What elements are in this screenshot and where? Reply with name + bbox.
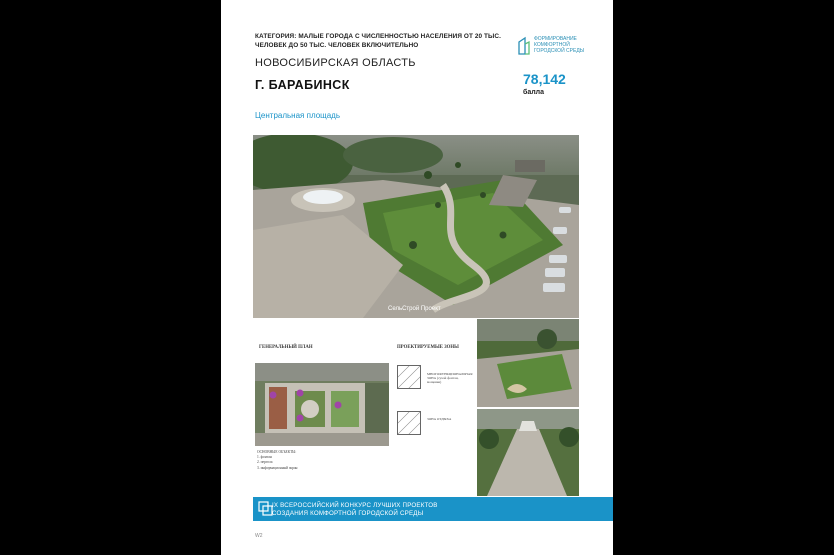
program-logo — [517, 34, 597, 58]
render-thumbnail — [477, 319, 579, 407]
banner-text — [272, 502, 438, 518]
legend-title: ОСНОВНЫЕ ОБЪЕКТЫ: — [257, 450, 297, 454]
category-label: КАТЕГОРИЯ: — [255, 33, 297, 40]
legend-item: 2. пергола — [257, 460, 273, 465]
logo-line: ФОРМИРОВАНИЕ — [534, 36, 577, 42]
category — [255, 33, 505, 50]
plan-legend — [257, 450, 297, 471]
general-plan-image — [255, 363, 389, 446]
banner-line: IX ВСЕРОССИЙСКИЙ КОНКУРС ЛУЧШИХ ПРОЕКТОВ — [272, 502, 438, 509]
legend-item: 3. информационный экран — [257, 465, 298, 470]
logo-mark-icon — [517, 36, 531, 56]
logo-text — [534, 36, 584, 54]
zone-label: ЗОНА ОТДЫХА — [427, 417, 452, 421]
render-thumbnail — [477, 409, 579, 496]
score-value: 78,142 — [523, 71, 566, 87]
city-name: Г. БАРАБИНСК — [255, 78, 350, 92]
region-name: НОВОСИБИРСКАЯ ОБЛАСТЬ — [255, 57, 416, 69]
zone-hatch-swatch — [397, 365, 421, 389]
page-number: W2 — [255, 533, 263, 539]
legend-item: 1. фонтан — [257, 455, 272, 460]
zone-hatch-swatch — [397, 411, 421, 435]
zone-label: МНОГОФУНКЦИОНАЛЬНАЯ ЗОНА (сухой фонтан, мощение) — [427, 372, 473, 385]
plan-title: ГЕНЕРАЛЬНЫЙ ПЛАН — [259, 345, 313, 350]
document-page — [221, 0, 613, 555]
logo-line: КОМФОРТНОЙ — [534, 42, 570, 48]
zones-title: ПРОЕКТИРУЕМЫЕ ЗОНЫ — [397, 345, 459, 350]
contest-banner — [253, 497, 613, 521]
banner-line: СОЗДАНИЯ КОМФОРТНОЙ ГОРОДСКОЙ СРЕДЫ — [272, 510, 424, 517]
main-render-watermark: СельСтрой Проект — [388, 306, 441, 312]
main-render-image — [253, 135, 579, 318]
score-unit: балла — [523, 89, 545, 96]
logo-line: ГОРОДСКОЙ СРЕДЫ — [534, 48, 585, 54]
category-text: МАЛЫЕ ГОРОДА С ЧИСЛЕННОСТЬЮ НАСЕЛЕНИЯ ОТ 20 ТЫС. ЧЕЛОВЕК ДО 50 ТЫС. ЧЕЛОВЕК ВКЛЮЧИТЕЛЬНО — [255, 33, 502, 49]
object-title: Центральная площадь — [255, 111, 341, 120]
